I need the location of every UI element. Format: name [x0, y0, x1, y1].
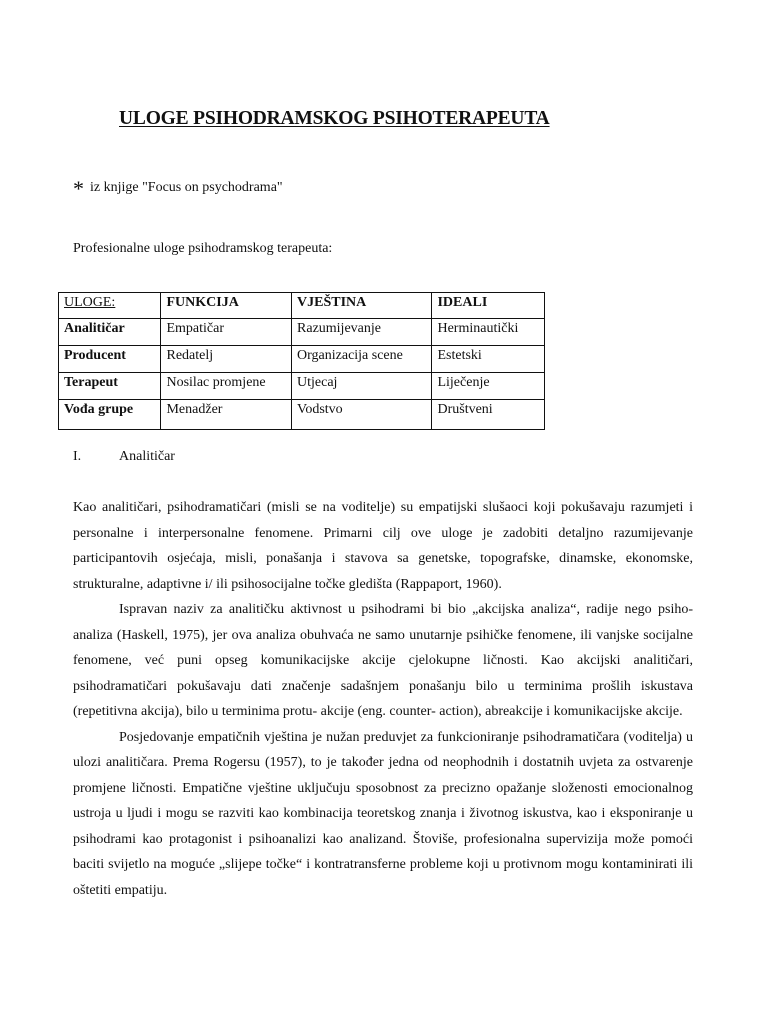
section-heading [73, 449, 175, 465]
asterisk-icon: * [73, 176, 84, 201]
table-cell: Razumijevanje [292, 319, 432, 346]
body-text [73, 495, 693, 903]
paragraph: Ispravan naziv za analitičku aktivnost u psihodrami bi bio „akcijska analiza“, radije nego psiho- analiza (Haskell, 1975), jer ova analiza obuhvaća ne samo unutarnje psihičke fenomene, ili vanjske socijalne fenomene, već puni opseg komunikacijske akcije cjelokupne ličnosti. Kao akcijski analitičari, psihodramatičari pokušavaju dati značenje sadašnjem ponašanju bilo u terminima prošlih iskustava (repetitivna akcija), bilo u terminima protu- akcije (eng. counter- action), abreakcije i komunikacijske akcije. [73, 602, 693, 719]
source-text: iz knjige "Focus on psychodrama" [90, 180, 283, 195]
table-cell-role: Analitičar [59, 319, 161, 346]
table-cell: Redatelj [161, 346, 292, 373]
table-cell: Estetski [432, 346, 545, 373]
paragraph: Posjedovanje empatičnih vještina je nužan preduvjet za funkcioniranje psihodramatičara (voditelja) u ulozi analitičara. Prema Rogersu (1957), to je također jedna od neophodnih i dostatnih uvjeta za ostvarenje promjene ličnosti. Empatične vještine uključuju sposobnost za precizno opažanje složenosti emocionalnog ustroja u ljudi i mogu se razviti kao kombinacija teoretskog znanja i životnog iskustva, kao i eksponiranje u psihodrami kao protagonist i psihoanalizi kao analizand. Štoviše, profesionalna supervizija može pomoći baciti svijetlo na moguće „slijepe točke“ i kontratransferne probleme koji u protivnom mogu kontaminirati ili oštetiti empatiju. [73, 729, 693, 898]
paragraph: Kao analitičari, psihodramatičari (misli se na voditelje) su empatijski slušaoci koji pokušavaju razumjeti i personalne i interpersonalne fenomene. Primarni cilj ove uloge je zadobiti detaljno razumijevanje participantovih osjećaja, misli, ponašanja i stavova sa genetske, topografske, dinamske, ekonomske, strukturalne, adaptivne i/ ili psihosocijalne točke gledišta (Rappaport, 1960). [73, 500, 693, 592]
roles-table [58, 292, 545, 430]
table-cell: Vodstvo [292, 400, 432, 430]
table-row [59, 400, 545, 430]
table-cell-role: Producent [59, 346, 161, 373]
table-header-cell: FUNKCIJA [161, 293, 292, 319]
source-note [73, 176, 283, 202]
table-header-cell: IDEALI [432, 293, 545, 319]
table-cell: Društveni [432, 400, 545, 430]
section-title: Analitičar [119, 449, 175, 464]
table-cell-role: Vođa grupe [59, 400, 161, 430]
table-cell: Utjecaj [292, 373, 432, 400]
table-header-cell: ULOGE: [59, 293, 161, 319]
table-cell: Liječenje [432, 373, 545, 400]
table-row [59, 346, 545, 373]
table-cell: Nosilac promjene [161, 373, 292, 400]
table-cell: Herminautički [432, 319, 545, 346]
table-row [59, 319, 545, 346]
table-cell: Empatičar [161, 319, 292, 346]
table-row [59, 373, 545, 400]
intro-text: Profesionalne uloge psihodramskog terapeuta: [73, 241, 333, 256]
table-header-row [59, 293, 545, 319]
table-cell: Organizacija scene [292, 346, 432, 373]
table-cell-role: Terapeut [59, 373, 161, 400]
page-title: ULOGE PSIHODRAMSKOG PSIHOTERAPEUTA [119, 108, 550, 129]
table-header-cell: VJEŠTINA [292, 293, 432, 319]
table-cell: Menadžer [161, 400, 292, 430]
section-number: I. [73, 449, 82, 464]
